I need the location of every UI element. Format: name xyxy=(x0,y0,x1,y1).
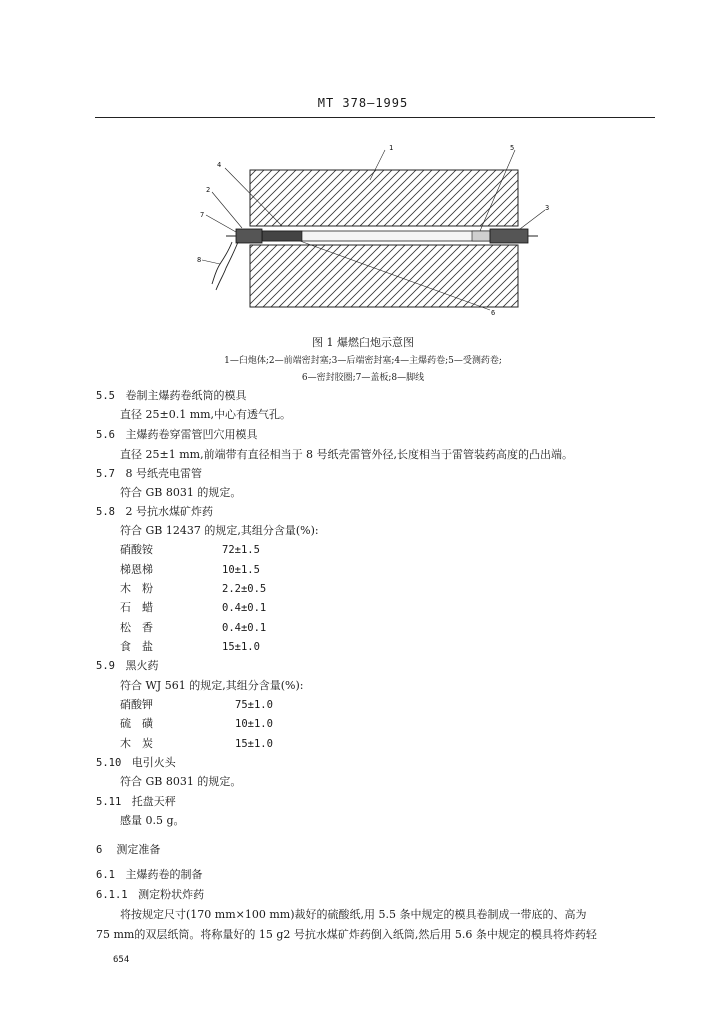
section-5-11-text: 感量 0.5 g。 xyxy=(120,814,185,827)
component-value: 0.4±0.1 xyxy=(222,602,267,614)
component-value: 10±1.0 xyxy=(235,718,273,730)
section-title: 卷制主爆药卷纸筒的模具 xyxy=(125,389,247,402)
callout-7: 7 xyxy=(200,211,205,219)
component-name: 松 香 xyxy=(120,621,153,634)
component-name: 木 炭 xyxy=(120,737,153,750)
section-title: 主爆药卷穿雷管凹穴用模具 xyxy=(125,428,258,441)
section-title: 2 号抗水煤矿炸药 xyxy=(125,505,213,518)
section-number: 5.7 xyxy=(96,468,115,480)
section-number: 6.1 xyxy=(96,869,115,881)
section-5-5-text: 直径 25±0.1 mm,中心有透气孔。 xyxy=(120,408,292,421)
front-plug xyxy=(236,229,262,243)
mortar-body-upper xyxy=(250,170,518,226)
chapter-title: 测定准备 xyxy=(116,843,161,856)
section-number: 5.8 xyxy=(96,506,115,518)
section-title: 托盘天秤 xyxy=(131,795,176,808)
section-5-6-text: 直径 25±1 mm,前端带有直径相当于 8 号纸壳雷管外径,长度相当于雷管装药高度的凸出端。 xyxy=(120,448,574,461)
callout-1: 1 xyxy=(389,144,394,152)
section-5-6-heading xyxy=(96,428,257,442)
figure-legend-2: 6—密封胶圈;7—盖板;8—脚线 xyxy=(301,373,425,383)
mortar-body-lower xyxy=(250,245,518,307)
section-number: 5.11 xyxy=(96,796,122,808)
section-6-1-1-heading xyxy=(96,888,204,902)
section-number: 5.5 xyxy=(96,390,115,402)
figure-legend-1: 1—臼炮体;2—前端密封塞;3—后端密封塞;4—主爆药卷;5—受测药卷; xyxy=(224,356,502,366)
chapter-number: 6 xyxy=(96,844,103,856)
component-value: 75±1.0 xyxy=(235,699,273,711)
section-6-1-heading xyxy=(96,868,202,882)
section-5-10-heading xyxy=(96,756,176,770)
section-number: 5.9 xyxy=(96,660,115,672)
section-title: 测定粉状炸药 xyxy=(138,888,205,901)
test-charge xyxy=(472,231,490,241)
figure-caption: 图 1 爆燃臼炮示意图 xyxy=(312,336,414,349)
section-5-8-heading xyxy=(96,505,213,519)
chapter-6-heading xyxy=(96,843,160,857)
section-5-8-text: 符合 GB 12437 的规定,其组分含量(%): xyxy=(120,524,319,537)
section-number: 5.6 xyxy=(96,429,115,441)
section-number: 5.10 xyxy=(96,757,122,769)
page-number: 654 xyxy=(113,955,130,965)
mortar-diagram xyxy=(190,140,560,320)
section-5-9-heading xyxy=(96,659,158,673)
callout-4: 4 xyxy=(217,161,222,169)
section-5-10-text: 符合 GB 8031 的规定。 xyxy=(120,775,242,788)
section-5-9-text: 符合 WJ 561 的规定,其组分含量(%): xyxy=(120,679,304,692)
section-5-7-heading xyxy=(96,467,202,481)
component-name: 石 蜡 xyxy=(120,601,153,614)
callout-3: 3 xyxy=(545,204,550,212)
paragraph-line-2: 75 mm的双层纸筒。将称量好的 15 g2 号抗水煤矿炸药倒入纸筒,然后用 5.6 条中规定的模具将炸药轻 xyxy=(96,928,597,941)
section-5-11-heading xyxy=(96,795,176,809)
main-charge xyxy=(262,231,302,241)
section-5-5-heading xyxy=(96,389,246,403)
callout-2: 2 xyxy=(206,186,211,194)
section-number: 6.1.1 xyxy=(96,889,128,901)
section-title: 电引火头 xyxy=(131,756,176,769)
component-value: 15±1.0 xyxy=(222,641,260,653)
component-name: 硫 磺 xyxy=(120,717,153,730)
component-value: 15±1.0 xyxy=(235,738,273,750)
page-header: MT 378—1995 xyxy=(317,96,409,110)
rear-plug xyxy=(490,229,528,243)
component-value: 0.4±0.1 xyxy=(222,622,267,634)
section-title: 主爆药卷的制备 xyxy=(125,868,203,881)
component-name: 梯恩梯 xyxy=(120,563,153,576)
section-5-7-text: 符合 GB 8031 的规定。 xyxy=(120,486,242,499)
component-value: 10±1.5 xyxy=(222,564,260,576)
callout-6: 6 xyxy=(491,309,496,317)
component-name: 食 盐 xyxy=(120,640,153,653)
section-title: 黑火药 xyxy=(125,659,159,672)
component-name: 木 粉 xyxy=(120,582,153,595)
section-title: 8 号纸壳电雷管 xyxy=(125,467,202,480)
paragraph-line-1: 将按规定尺寸(170 mm×100 mm)裁好的硫酸纸,用 5.5 条中规定的模具卷制成一带底的、高为 xyxy=(120,908,587,921)
component-name: 硝酸铵 xyxy=(120,543,153,556)
callout-5: 5 xyxy=(510,144,515,152)
header-rule xyxy=(95,117,655,118)
component-value: 72±1.5 xyxy=(222,544,260,556)
component-value: 2.2±0.5 xyxy=(222,583,267,595)
component-name: 硝酸钾 xyxy=(120,698,153,711)
callout-8: 8 xyxy=(197,256,202,264)
